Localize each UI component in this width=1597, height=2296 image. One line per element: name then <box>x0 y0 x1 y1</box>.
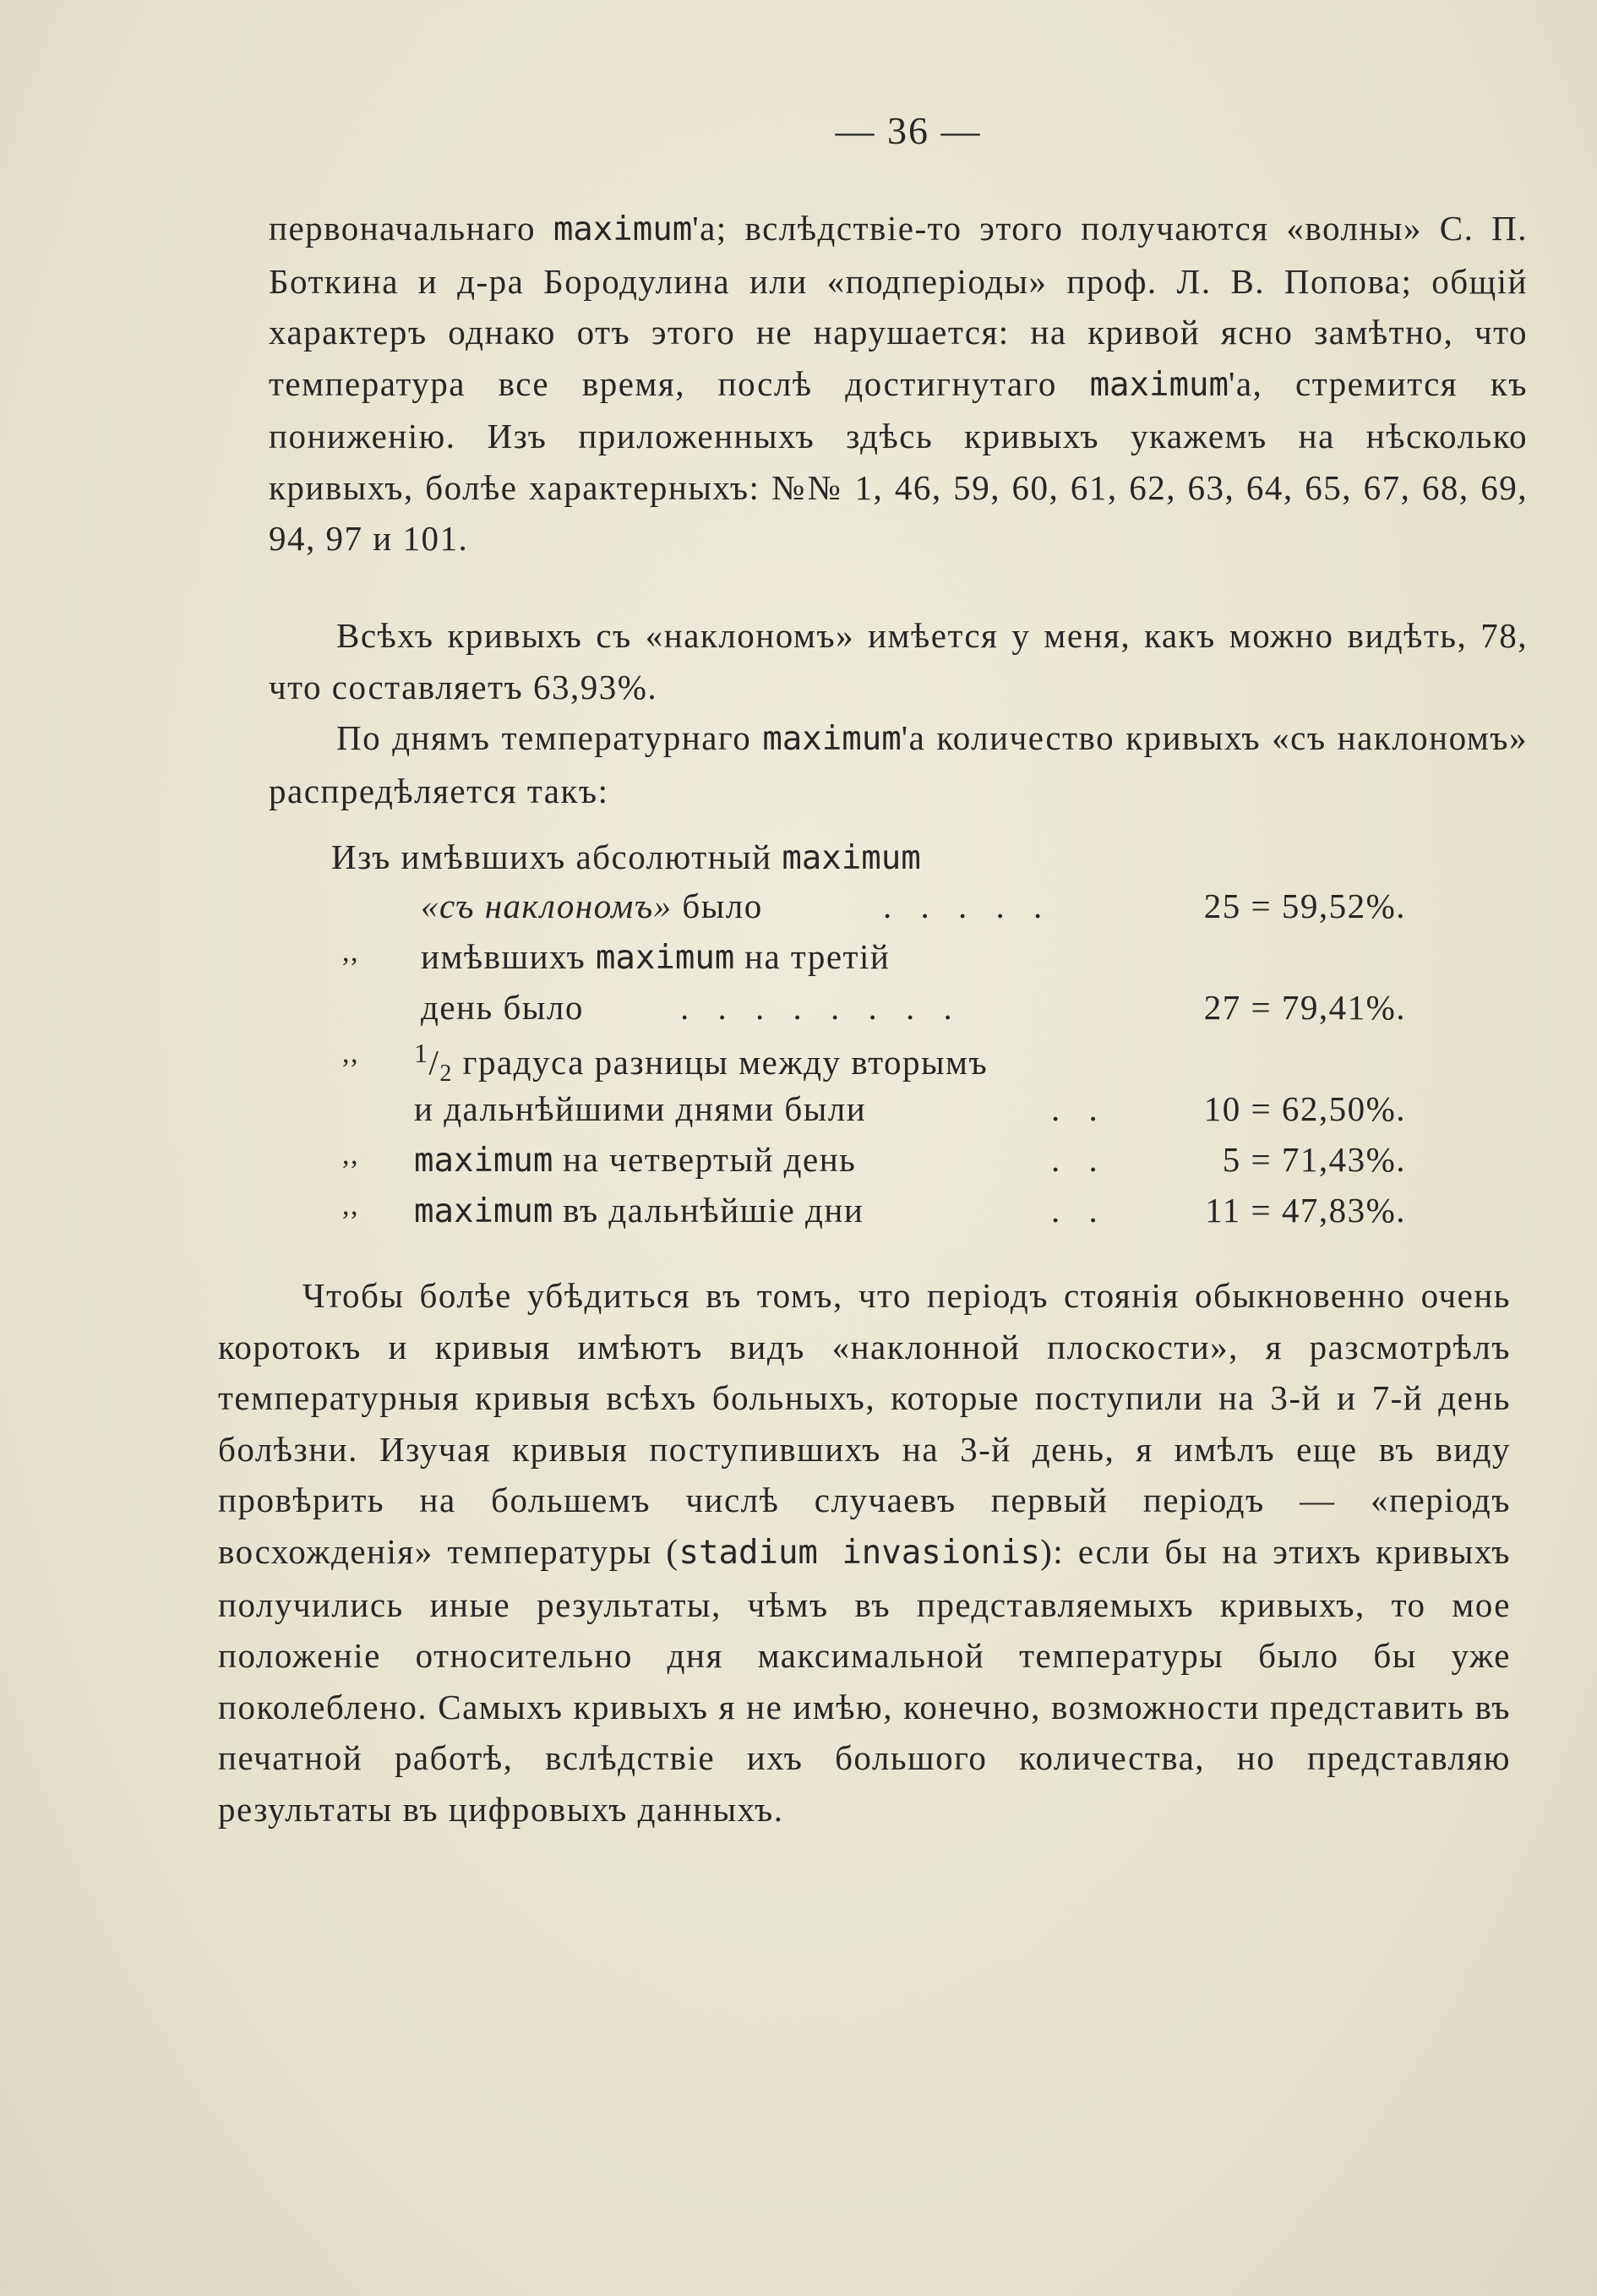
row-value: 27 = 79,41%. <box>1203 988 1406 1027</box>
text-run: 'а количество кривыхъ «съ наклономъ» распредѣляется такъ: <box>269 718 1528 810</box>
row-label: въ дальнѣйшіе дни <box>553 1191 864 1230</box>
latin-term: maximum <box>553 210 693 248</box>
leader-dots: . . <box>1051 1089 1108 1128</box>
row-value: 10 = 62,50%. <box>1203 1089 1406 1128</box>
leader-dots: . . <box>1051 1191 1108 1230</box>
latin-term: maximum <box>782 839 921 877</box>
table-row: ,, $^1$/2 градуса разницы между вторымъ <box>342 1038 989 1087</box>
text-run: По днямъ температурнаго <box>336 718 763 757</box>
row-label: на третій <box>734 937 891 976</box>
leader-dots: . . . . . . . . <box>680 988 962 1027</box>
text-run: ): если бы на этихъ кривыхъ получились иные результаты, чѣмъ въ представляемыхъ кривыхъ, то мое положеніе относительно дня максимальной температуры было бы уже поколеблено. Самыхъ кривыхъ я не имѣю, конечно, возможности представить въ печатной работѣ, вслѣдствіе ихъ большого количества, но представляю результаты въ цифровыхъ данныхъ. <box>218 1531 1511 1829</box>
table-row <box>0 987 1597 1038</box>
paragraph-third-day-analysis <box>218 1270 1511 1835</box>
table-row <box>0 837 1597 887</box>
paragraph-distribution-intro <box>269 712 1528 816</box>
latin-term: stadium invasionis <box>679 1533 1041 1572</box>
latin-term: maximum <box>595 939 735 977</box>
row-label: день было <box>421 988 584 1027</box>
ditto-mark: ,, <box>342 1190 359 1221</box>
leader-dots: . . . . . <box>883 886 1053 925</box>
paragraph-maximum-waves <box>269 203 1528 564</box>
row-value: 25 = 59,52%. <box>1203 886 1406 925</box>
fraction-denominator: 2 <box>439 1061 453 1087</box>
ditto-mark: ,, <box>342 1139 359 1170</box>
latin-term: maximum <box>1089 365 1229 404</box>
fraction-numerator: 1 <box>414 1038 429 1068</box>
leader-dots: . . <box>1051 1140 1108 1179</box>
row-label: на четвертый день <box>553 1140 857 1179</box>
text-run: 'а; вслѣдствіе-то этого получаются «волны» С. П. Боткина и д-ра Бородулина или «подперіоды» проф. Л. В. Попова; общій характеръ однако отъ этого не нарушается: на кривой ясно замѣтно, что температура все время, послѣ достигнутаго <box>269 209 1528 403</box>
table-row <box>0 1088 1597 1139</box>
text-run: Всѣхъ кривыхъ съ «наклономъ» имѣется у меня, какъ можно видѣть, 78, что составляетъ 63,93%. <box>269 616 1528 706</box>
ditto-mark: ,, <box>342 936 359 968</box>
table-row <box>0 1139 1597 1190</box>
text-run: Чтобы болѣе убѣдиться въ томъ, что періодъ стоянія обыкновенно очень коротокъ и кривыя имѣютъ видъ «наклонной плоскости», я разсмотрѣлъ температурныя кривыя всѣхъ больныхъ, которые поступили на 3-й и 7-й день болѣзни. Изучая кривыя поступившихъ на 3-й день, я имѣлъ еще въ виду провѣрить на большемъ числѣ случаевъ первый періодъ — «періодъ восхожденія» температуры ( <box>218 1276 1511 1571</box>
row-label: имѣвшихъ <box>421 937 596 976</box>
table-row <box>0 886 1597 936</box>
row-label-italic: «съ наклономъ» <box>421 886 673 925</box>
row-label: и дальнѣйшими днями были <box>414 1089 867 1128</box>
row-label: градуса разницы между вторымъ <box>452 1043 989 1082</box>
row-label: было <box>672 886 763 925</box>
row-value: 11 = 47,83%. <box>1205 1191 1406 1230</box>
ditto-mark: ,, <box>342 1038 359 1069</box>
text-run: первоначальнаго <box>269 209 553 248</box>
table-row <box>0 936 1597 987</box>
paragraph-total-curves <box>269 610 1528 712</box>
text-run: 'а, стремится къ пониженію. Изъ приложенныхъ здѣсь кривыхъ укажемъ на нѣсколько кривыхъ, болѣе характерныхъ: №№ 1, 46, 59, 60, 61, 62, 63, 64, 65, 67, 68, 69, 94, 97 и 101. <box>269 363 1528 558</box>
row-value: 5 = 71,43%. <box>1222 1140 1406 1179</box>
latin-term: maximum <box>762 720 902 758</box>
row-label: Изъ имѣвшихъ абсолютный <box>331 837 782 876</box>
table-row <box>0 1190 1597 1241</box>
page-number: — 36 — <box>835 109 982 152</box>
latin-term: maximum <box>414 1192 553 1230</box>
latin-term: maximum <box>414 1142 553 1180</box>
